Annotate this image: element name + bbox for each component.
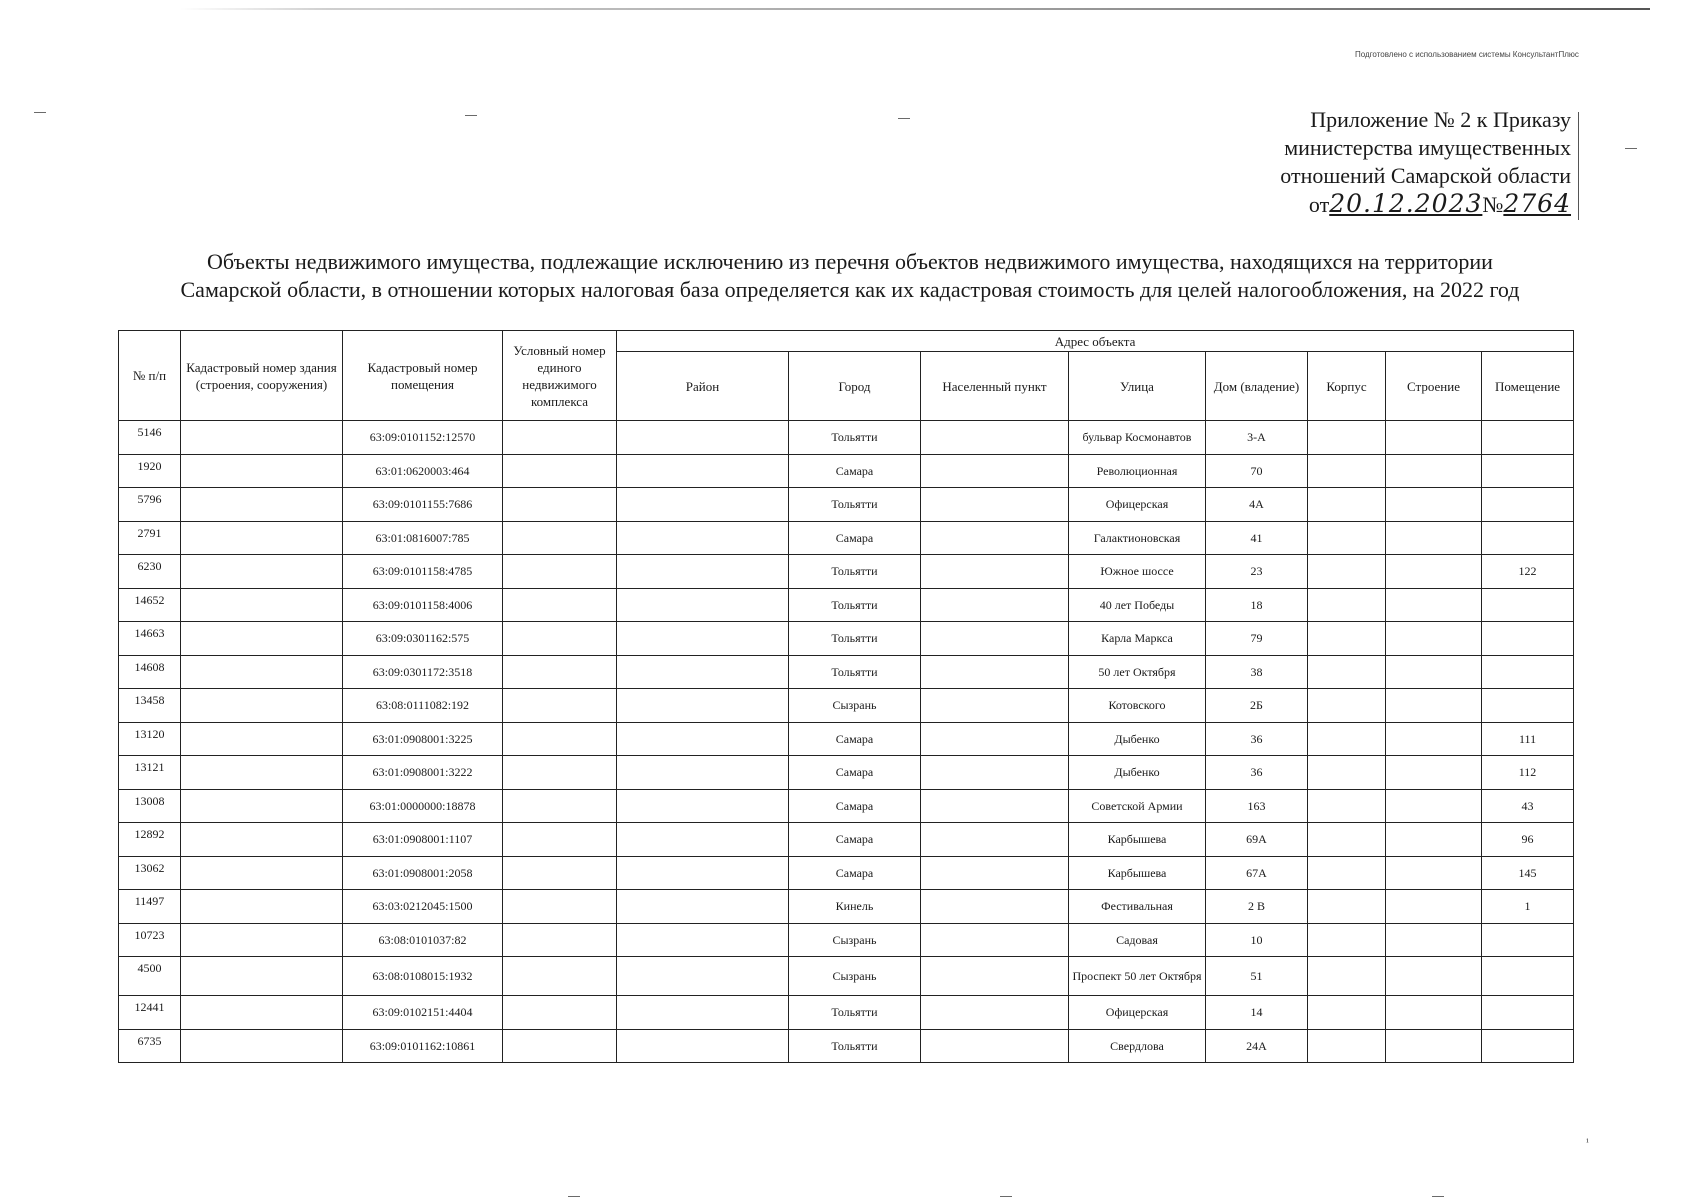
house-cell: 2 В bbox=[1206, 890, 1308, 924]
city-cell: Тольятти bbox=[789, 421, 921, 455]
building-cadastral-cell bbox=[181, 756, 343, 790]
row-number: 11497 bbox=[119, 890, 181, 924]
locality-cell bbox=[921, 655, 1069, 689]
building-cell bbox=[1308, 890, 1386, 924]
table-row bbox=[119, 856, 1574, 890]
premise-cadastral-cell: 63:09:0102151:4404 bbox=[343, 996, 503, 1030]
district-cell bbox=[617, 923, 789, 957]
house-cell: 70 bbox=[1206, 454, 1308, 488]
street-cell: Карбышева bbox=[1069, 856, 1206, 890]
table-row bbox=[119, 957, 1574, 996]
table-row bbox=[119, 421, 1574, 455]
building-cadastral-cell bbox=[181, 689, 343, 723]
col-num-header: № п/п bbox=[119, 331, 181, 421]
street-cell: Садовая bbox=[1069, 923, 1206, 957]
premise-cadastral-cell: 63:01:0816007:785 bbox=[343, 521, 503, 555]
district-cell bbox=[617, 996, 789, 1030]
city-cell: Самара bbox=[789, 756, 921, 790]
table-row bbox=[119, 823, 1574, 857]
street-cell: Фестивальная bbox=[1069, 890, 1206, 924]
row-number: 13062 bbox=[119, 856, 181, 890]
house-cell: 10 bbox=[1206, 923, 1308, 957]
page-mark: ¹ bbox=[1586, 1137, 1589, 1148]
street-cell: Карла Маркса bbox=[1069, 622, 1206, 656]
premise-cadastral-cell: 63:08:0111082:192 bbox=[343, 689, 503, 723]
house-cell: 23 bbox=[1206, 555, 1308, 589]
row-number: 14652 bbox=[119, 588, 181, 622]
row-number: 6735 bbox=[119, 1029, 181, 1063]
approval-line-1: Приложение № 2 к Приказу bbox=[1310, 107, 1571, 132]
row-number: 2791 bbox=[119, 521, 181, 555]
margin-line bbox=[1578, 112, 1579, 220]
structure-cell bbox=[1386, 823, 1482, 857]
locality-cell bbox=[921, 957, 1069, 996]
structure-cell bbox=[1386, 655, 1482, 689]
house-cell: 51 bbox=[1206, 957, 1308, 996]
premise-cell bbox=[1482, 996, 1574, 1030]
col-city-header: Город bbox=[789, 352, 921, 421]
house-cell: 14 bbox=[1206, 996, 1308, 1030]
scan-dash bbox=[465, 115, 477, 116]
city-cell: Самара bbox=[789, 521, 921, 555]
structure-cell bbox=[1386, 756, 1482, 790]
structure-cell bbox=[1386, 1029, 1482, 1063]
complex-number-cell bbox=[503, 756, 617, 790]
premise-cell: 96 bbox=[1482, 823, 1574, 857]
house-cell: 2Б bbox=[1206, 689, 1308, 723]
district-cell bbox=[617, 655, 789, 689]
house-cell: 69А bbox=[1206, 823, 1308, 857]
table-row bbox=[119, 722, 1574, 756]
premise-cell bbox=[1482, 655, 1574, 689]
locality-cell bbox=[921, 722, 1069, 756]
building-cell bbox=[1308, 454, 1386, 488]
col-street-header: Улица bbox=[1069, 352, 1206, 421]
district-cell bbox=[617, 521, 789, 555]
building-cell bbox=[1308, 789, 1386, 823]
city-cell: Сызрань bbox=[789, 923, 921, 957]
district-cell bbox=[617, 756, 789, 790]
table-row bbox=[119, 689, 1574, 723]
street-cell: бульвар Космонавтов bbox=[1069, 421, 1206, 455]
building-cell bbox=[1308, 856, 1386, 890]
locality-cell bbox=[921, 689, 1069, 723]
complex-number-cell bbox=[503, 722, 617, 756]
locality-cell bbox=[921, 890, 1069, 924]
premise-cell bbox=[1482, 588, 1574, 622]
house-cell: 36 bbox=[1206, 722, 1308, 756]
city-cell: Тольятти bbox=[789, 488, 921, 522]
col-premise-header: Помещение bbox=[1482, 352, 1574, 421]
col-house-header: Дом (владение) bbox=[1206, 352, 1308, 421]
street-cell: Котовского bbox=[1069, 689, 1206, 723]
premise-cadastral-cell: 63:09:0101158:4785 bbox=[343, 555, 503, 589]
district-cell bbox=[617, 421, 789, 455]
premise-cadastral-cell: 63:09:0101152:12570 bbox=[343, 421, 503, 455]
building-cadastral-cell bbox=[181, 622, 343, 656]
structure-cell bbox=[1386, 856, 1482, 890]
building-cadastral-cell bbox=[181, 555, 343, 589]
premise-cadastral-cell: 63:09:0301162:575 bbox=[343, 622, 503, 656]
district-cell bbox=[617, 856, 789, 890]
row-number: 12441 bbox=[119, 996, 181, 1030]
complex-number-cell bbox=[503, 488, 617, 522]
number-prefix: № bbox=[1482, 192, 1504, 217]
district-cell bbox=[617, 588, 789, 622]
table-row bbox=[119, 789, 1574, 823]
row-number: 13458 bbox=[119, 689, 181, 723]
row-number: 4500 bbox=[119, 957, 181, 996]
complex-number-cell bbox=[503, 555, 617, 589]
district-cell bbox=[617, 823, 789, 857]
district-cell bbox=[617, 722, 789, 756]
building-cadastral-cell bbox=[181, 488, 343, 522]
structure-cell bbox=[1386, 923, 1482, 957]
table-row bbox=[119, 488, 1574, 522]
structure-cell bbox=[1386, 789, 1482, 823]
structure-cell bbox=[1386, 454, 1482, 488]
premise-cadastral-cell: 63:01:0620003:464 bbox=[343, 454, 503, 488]
col-building-cadastral-header: Кадастровый номер здания (строения, сооружения) bbox=[181, 331, 343, 421]
locality-cell bbox=[921, 789, 1069, 823]
building-cadastral-cell bbox=[181, 454, 343, 488]
house-cell: 36 bbox=[1206, 756, 1308, 790]
premise-cell bbox=[1482, 923, 1574, 957]
complex-number-cell bbox=[503, 856, 617, 890]
premise-cell: 145 bbox=[1482, 856, 1574, 890]
scan-dash bbox=[898, 118, 910, 119]
locality-cell bbox=[921, 521, 1069, 555]
col-structure-header: Строение bbox=[1386, 352, 1482, 421]
handwritten-date: 20.12.2023 bbox=[1329, 189, 1483, 218]
structure-cell bbox=[1386, 555, 1482, 589]
city-cell: Самара bbox=[789, 789, 921, 823]
structure-cell bbox=[1386, 996, 1482, 1030]
structure-cell bbox=[1386, 689, 1482, 723]
col-building-header: Корпус bbox=[1308, 352, 1386, 421]
structure-cell bbox=[1386, 890, 1482, 924]
district-cell bbox=[617, 622, 789, 656]
locality-cell bbox=[921, 421, 1069, 455]
locality-cell bbox=[921, 588, 1069, 622]
building-cell bbox=[1308, 555, 1386, 589]
structure-cell bbox=[1386, 488, 1482, 522]
row-number: 10723 bbox=[119, 923, 181, 957]
premise-cadastral-cell: 63:09:0101158:4006 bbox=[343, 588, 503, 622]
approval-date-line bbox=[1280, 190, 1571, 219]
complex-number-cell bbox=[503, 521, 617, 555]
complex-number-cell bbox=[503, 923, 617, 957]
row-number: 1920 bbox=[119, 454, 181, 488]
locality-cell bbox=[921, 756, 1069, 790]
row-number: 12892 bbox=[119, 823, 181, 857]
city-cell: Тольятти bbox=[789, 555, 921, 589]
address-group-header: Адрес объекта bbox=[617, 331, 1574, 352]
street-cell: 50 лет Октября bbox=[1069, 655, 1206, 689]
city-cell: Сызрань bbox=[789, 957, 921, 996]
premise-cell: 111 bbox=[1482, 722, 1574, 756]
building-cell bbox=[1308, 1029, 1386, 1063]
premise-cadastral-cell: 63:01:0908001:3225 bbox=[343, 722, 503, 756]
table-row bbox=[119, 521, 1574, 555]
premise-cadastral-cell: 63:03:0212045:1500 bbox=[343, 890, 503, 924]
scan-dash bbox=[568, 1196, 580, 1197]
street-cell: Советской Армии bbox=[1069, 789, 1206, 823]
building-cadastral-cell bbox=[181, 856, 343, 890]
complex-number-cell bbox=[503, 996, 617, 1030]
col-locality-header: Населенный пункт bbox=[921, 352, 1069, 421]
city-cell: Тольятти bbox=[789, 622, 921, 656]
building-cell bbox=[1308, 655, 1386, 689]
row-number: 14663 bbox=[119, 622, 181, 656]
premise-cell: 43 bbox=[1482, 789, 1574, 823]
row-number: 6230 bbox=[119, 555, 181, 589]
table-row bbox=[119, 923, 1574, 957]
row-number: 5146 bbox=[119, 421, 181, 455]
premise-cadastral-cell: 63:08:0101037:82 bbox=[343, 923, 503, 957]
city-cell: Тольятти bbox=[789, 1029, 921, 1063]
locality-cell bbox=[921, 856, 1069, 890]
table-row bbox=[119, 655, 1574, 689]
premise-cell bbox=[1482, 521, 1574, 555]
scan-dash bbox=[1625, 148, 1637, 149]
scan-dash bbox=[1000, 1196, 1012, 1197]
premise-cadastral-cell: 63:01:0908001:2058 bbox=[343, 856, 503, 890]
col-premise-cadastral-header: Кадастровый номер помещения bbox=[343, 331, 503, 421]
street-cell: Офицерская bbox=[1069, 488, 1206, 522]
complex-number-cell bbox=[503, 789, 617, 823]
table-row bbox=[119, 588, 1574, 622]
structure-cell bbox=[1386, 622, 1482, 656]
city-cell: Тольятти bbox=[789, 655, 921, 689]
premise-cell: 1 bbox=[1482, 890, 1574, 924]
locality-cell bbox=[921, 555, 1069, 589]
table-body bbox=[119, 421, 1574, 1063]
house-cell: 38 bbox=[1206, 655, 1308, 689]
house-cell: 24А bbox=[1206, 1029, 1308, 1063]
locality-cell bbox=[921, 1029, 1069, 1063]
col-complex-number-header: Условный номер единого недвижимого комплекса bbox=[503, 331, 617, 421]
street-cell: 40 лет Победы bbox=[1069, 588, 1206, 622]
street-cell: Карбышева bbox=[1069, 823, 1206, 857]
document-title: Объекты недвижимого имущества, подлежащие исключению из перечня объектов недвижимого имущества, находящихся на территории Самарской области, в отношении которых налоговая база определяется как их кадастровая стоимость для целей налогообложения, на 2022 год bbox=[180, 249, 1520, 302]
approval-block bbox=[1280, 106, 1571, 219]
street-cell: Южное шоссе bbox=[1069, 555, 1206, 589]
building-cadastral-cell bbox=[181, 1029, 343, 1063]
street-cell: Проспект 50 лет Октября bbox=[1069, 957, 1206, 996]
structure-cell bbox=[1386, 722, 1482, 756]
city-cell: Самара bbox=[789, 823, 921, 857]
scan-dash bbox=[34, 112, 46, 113]
premise-cell bbox=[1482, 454, 1574, 488]
building-cell bbox=[1308, 421, 1386, 455]
locality-cell bbox=[921, 488, 1069, 522]
objects-table bbox=[118, 330, 1574, 1063]
building-cadastral-cell bbox=[181, 655, 343, 689]
date-prefix: от bbox=[1308, 192, 1330, 217]
premise-cadastral-cell: 63:01:0908001:3222 bbox=[343, 756, 503, 790]
building-cell bbox=[1308, 996, 1386, 1030]
premise-cadastral-cell: 63:09:0101162:10861 bbox=[343, 1029, 503, 1063]
table-row bbox=[119, 1029, 1574, 1063]
building-cadastral-cell bbox=[181, 923, 343, 957]
table-row bbox=[119, 890, 1574, 924]
approval-line-2: министерства имущественных bbox=[1284, 135, 1571, 160]
approval-line-3: отношений Самарской области bbox=[1280, 163, 1571, 188]
street-cell: Дыбенко bbox=[1069, 722, 1206, 756]
complex-number-cell bbox=[503, 957, 617, 996]
row-number: 13120 bbox=[119, 722, 181, 756]
district-cell bbox=[617, 789, 789, 823]
house-cell: 41 bbox=[1206, 521, 1308, 555]
building-cadastral-cell bbox=[181, 521, 343, 555]
house-cell: 18 bbox=[1206, 588, 1308, 622]
district-cell bbox=[617, 890, 789, 924]
city-cell: Самара bbox=[789, 722, 921, 756]
district-cell bbox=[617, 957, 789, 996]
building-cadastral-cell bbox=[181, 722, 343, 756]
building-cadastral-cell bbox=[181, 421, 343, 455]
building-cell bbox=[1308, 722, 1386, 756]
complex-number-cell bbox=[503, 689, 617, 723]
premise-cell: 122 bbox=[1482, 555, 1574, 589]
table-row bbox=[119, 454, 1574, 488]
premise-cell bbox=[1482, 421, 1574, 455]
building-cell bbox=[1308, 756, 1386, 790]
street-cell: Свердлова bbox=[1069, 1029, 1206, 1063]
building-cadastral-cell bbox=[181, 823, 343, 857]
district-cell bbox=[617, 689, 789, 723]
scan-dash bbox=[1432, 1196, 1444, 1197]
district-cell bbox=[617, 454, 789, 488]
premise-cadastral-cell: 63:01:0908001:1107 bbox=[343, 823, 503, 857]
building-cell bbox=[1308, 957, 1386, 996]
locality-cell bbox=[921, 923, 1069, 957]
structure-cell bbox=[1386, 521, 1482, 555]
row-number: 13121 bbox=[119, 756, 181, 790]
city-cell: Тольятти bbox=[789, 588, 921, 622]
table-row bbox=[119, 555, 1574, 589]
scan-top-edge bbox=[180, 8, 1650, 10]
complex-number-cell bbox=[503, 823, 617, 857]
building-cadastral-cell bbox=[181, 890, 343, 924]
locality-cell bbox=[921, 454, 1069, 488]
city-cell: Сызрань bbox=[789, 689, 921, 723]
house-cell: 4А bbox=[1206, 488, 1308, 522]
building-cadastral-cell bbox=[181, 789, 343, 823]
premise-cell bbox=[1482, 622, 1574, 656]
city-cell: Кинель bbox=[789, 890, 921, 924]
complex-number-cell bbox=[503, 655, 617, 689]
complex-number-cell bbox=[503, 454, 617, 488]
premise-cadastral-cell: 63:09:0301172:3518 bbox=[343, 655, 503, 689]
house-cell: 163 bbox=[1206, 789, 1308, 823]
building-cell bbox=[1308, 923, 1386, 957]
city-cell: Самара bbox=[789, 454, 921, 488]
locality-cell bbox=[921, 622, 1069, 656]
district-cell bbox=[617, 488, 789, 522]
premise-cadastral-cell: 63:08:0108015:1932 bbox=[343, 957, 503, 996]
row-number: 5796 bbox=[119, 488, 181, 522]
building-cadastral-cell bbox=[181, 996, 343, 1030]
building-cell bbox=[1308, 689, 1386, 723]
table-row bbox=[119, 622, 1574, 656]
row-number: 13008 bbox=[119, 789, 181, 823]
street-cell: Офицерская bbox=[1069, 996, 1206, 1030]
street-cell: Дыбенко bbox=[1069, 756, 1206, 790]
building-cell bbox=[1308, 622, 1386, 656]
street-cell: Революционная bbox=[1069, 454, 1206, 488]
building-cadastral-cell bbox=[181, 588, 343, 622]
complex-number-cell bbox=[503, 890, 617, 924]
building-cell bbox=[1308, 823, 1386, 857]
premise-cell bbox=[1482, 488, 1574, 522]
consultant-note: Подготовлено с использованием системы КонсультантПлюс bbox=[1355, 50, 1579, 59]
house-cell: 3-А bbox=[1206, 421, 1308, 455]
house-cell: 79 bbox=[1206, 622, 1308, 656]
handwritten-number: 2764 bbox=[1503, 189, 1571, 218]
premise-cell bbox=[1482, 689, 1574, 723]
premise-cell bbox=[1482, 1029, 1574, 1063]
locality-cell bbox=[921, 996, 1069, 1030]
premise-cell bbox=[1482, 957, 1574, 996]
structure-cell bbox=[1386, 421, 1482, 455]
premise-cadastral-cell: 63:01:0000000:18878 bbox=[343, 789, 503, 823]
locality-cell bbox=[921, 823, 1069, 857]
district-cell bbox=[617, 1029, 789, 1063]
street-cell: Галактионовская bbox=[1069, 521, 1206, 555]
city-cell: Тольятти bbox=[789, 996, 921, 1030]
structure-cell bbox=[1386, 957, 1482, 996]
premise-cadastral-cell: 63:09:0101155:7686 bbox=[343, 488, 503, 522]
structure-cell bbox=[1386, 588, 1482, 622]
complex-number-cell bbox=[503, 421, 617, 455]
house-cell: 67А bbox=[1206, 856, 1308, 890]
row-number: 14608 bbox=[119, 655, 181, 689]
city-cell: Самара bbox=[789, 856, 921, 890]
building-cell bbox=[1308, 488, 1386, 522]
district-cell bbox=[617, 555, 789, 589]
building-cell bbox=[1308, 588, 1386, 622]
col-district-header: Район bbox=[617, 352, 789, 421]
table-header-row bbox=[119, 331, 1574, 352]
complex-number-cell bbox=[503, 622, 617, 656]
complex-number-cell bbox=[503, 1029, 617, 1063]
table-row bbox=[119, 756, 1574, 790]
building-cell bbox=[1308, 521, 1386, 555]
table-row bbox=[119, 996, 1574, 1030]
complex-number-cell bbox=[503, 588, 617, 622]
premise-cell: 112 bbox=[1482, 756, 1574, 790]
building-cadastral-cell bbox=[181, 957, 343, 996]
